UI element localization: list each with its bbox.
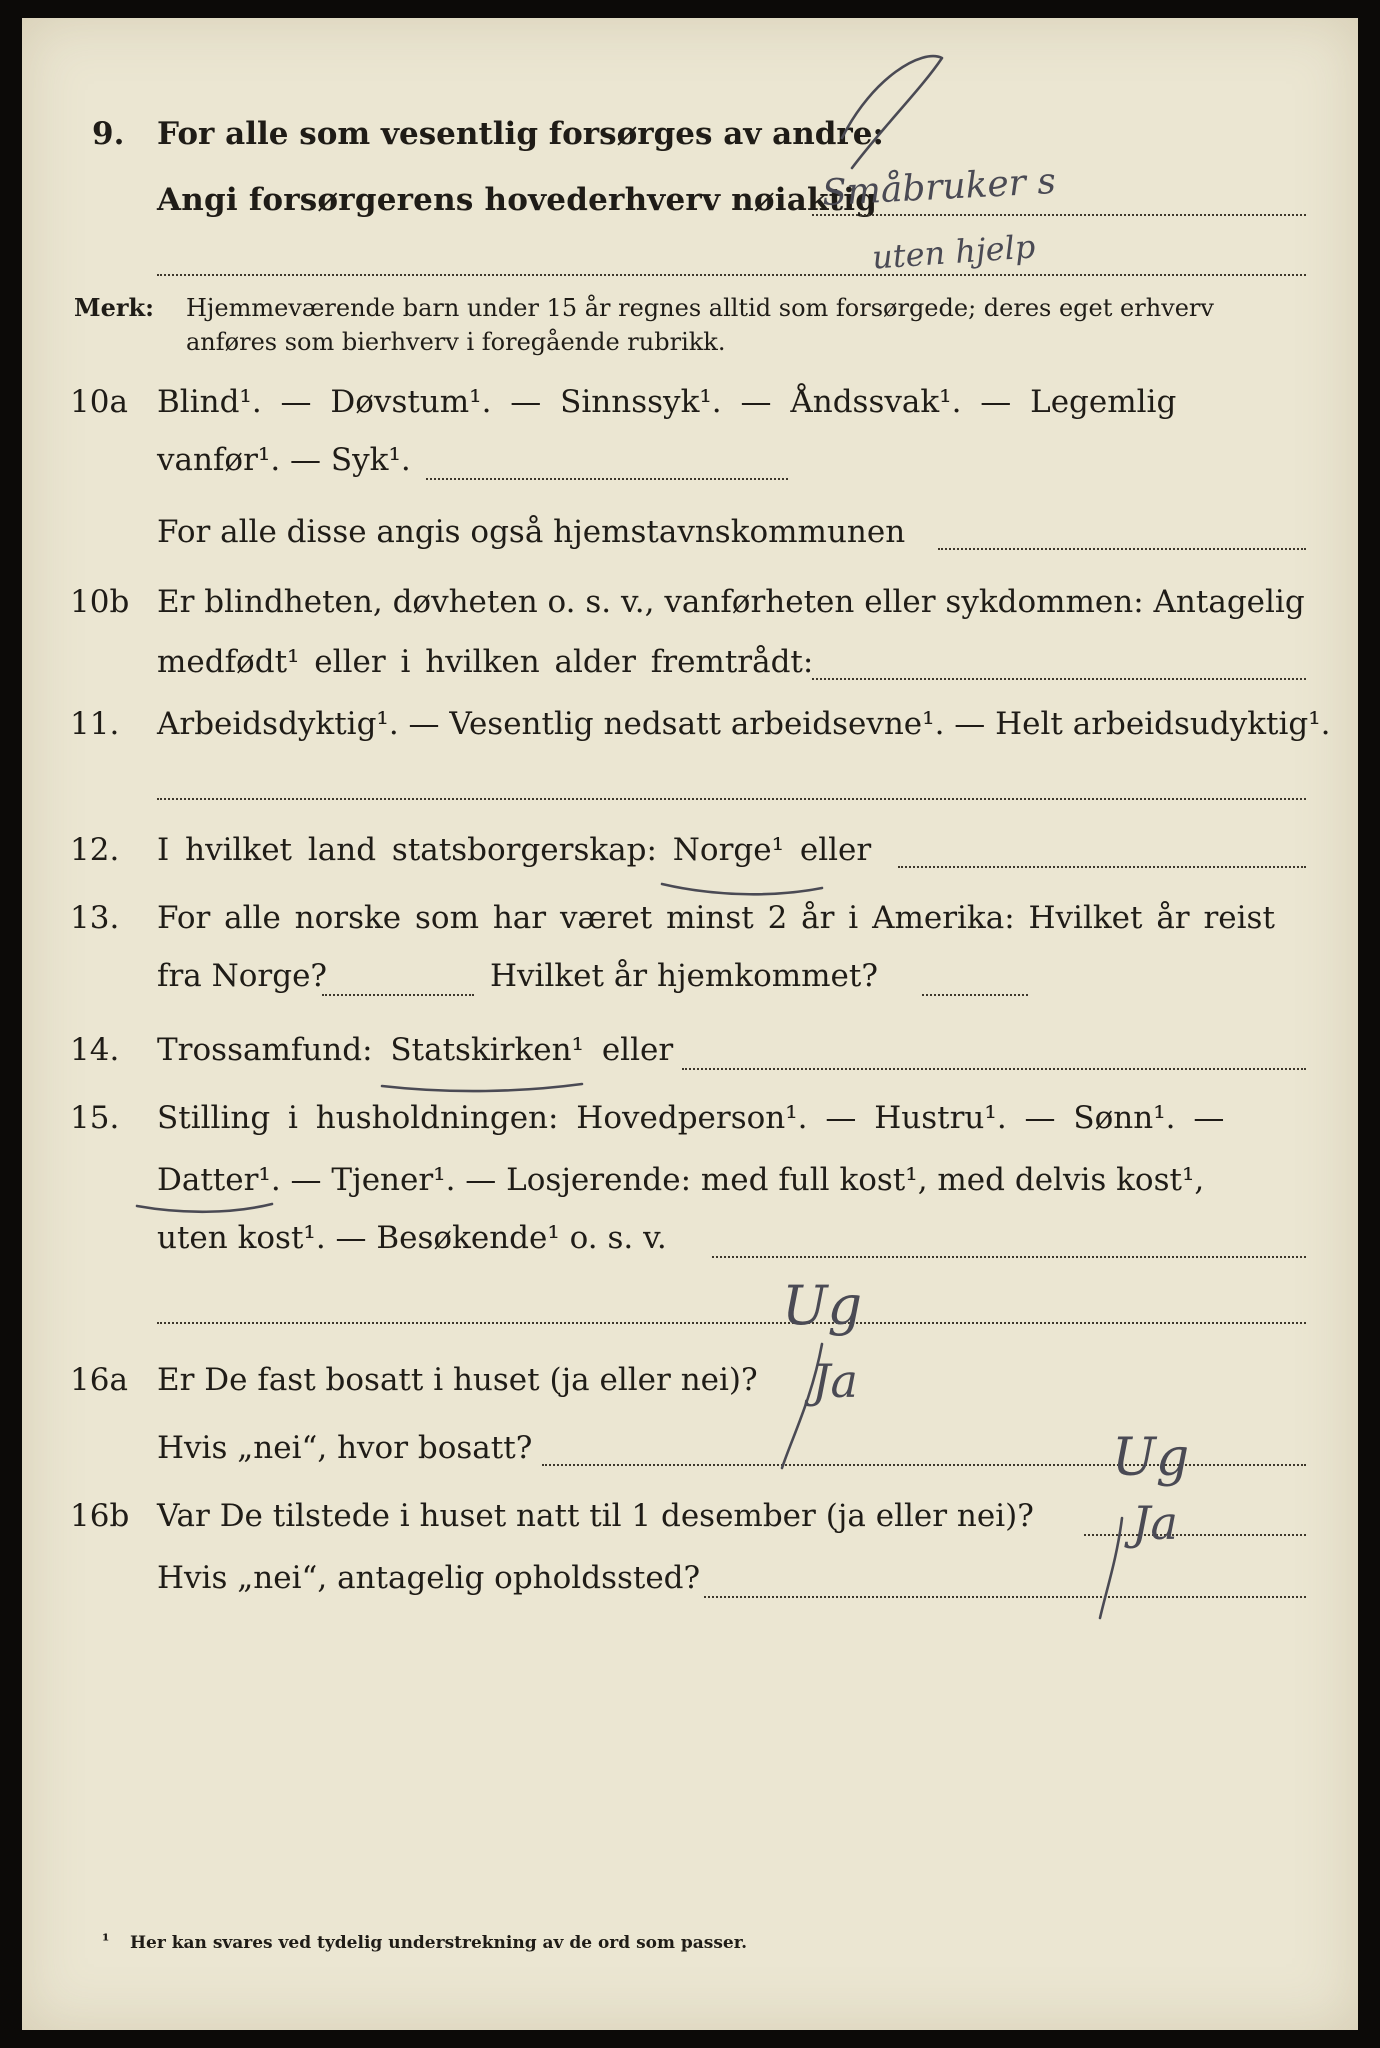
question-15-line-3: uten kost¹. — Besøkende¹ o. s. v. xyxy=(157,1220,667,1256)
question-16b-location-line xyxy=(704,1596,1306,1598)
question-11-line-1: Arbeidsdyktig¹. — Vesentlig nedsatt arbeidsevne¹. — Helt arbeidsudyktig¹. xyxy=(157,706,1331,742)
question-9-handwritten-answer-1: Småbruker s xyxy=(821,160,1057,215)
question-16a-line-2: Hvis „nei“, hvor bosatt? xyxy=(157,1430,533,1466)
census-form-page xyxy=(22,18,1358,2030)
question-14-number: 14. xyxy=(70,1032,120,1068)
question-13-line-2a: fra Norge? xyxy=(157,958,328,994)
question-13-line-2b: Hvilket år hjemkommet? xyxy=(490,958,878,994)
question-9-answer-line xyxy=(812,214,1306,216)
footnote-marker: ¹ xyxy=(102,1931,110,1951)
question-9-line-2: Angi forsørgerens hovederhverv nøiaktig xyxy=(157,182,878,218)
question-10b-number: 10b xyxy=(70,584,130,620)
question-13-returned-line xyxy=(922,994,1028,996)
question-16b-number: 16b xyxy=(70,1498,130,1534)
question-15-answer-line-2 xyxy=(157,1322,1306,1324)
question-14-line-1: Trossamfund: Statskirken¹ eller xyxy=(157,1032,674,1068)
question-16b-line-2: Hvis „nei“, antagelig opholdssted? xyxy=(157,1560,701,1596)
question-16b-tall-stroke xyxy=(1100,1518,1122,1618)
question-10a-answer-line xyxy=(426,478,788,480)
note-line-1: Hjemmeværende barn under 15 år regnes alltid som forsørgede; deres eget erhverv xyxy=(186,294,1214,322)
question-16a-line-1: Er De fast bosatt i huset (ja eller nei)? xyxy=(157,1362,758,1398)
question-16b-handwritten-answer: Ja xyxy=(1132,1496,1178,1550)
question-11-number: 11. xyxy=(70,706,120,742)
question-16b-handwritten-mark: Ug xyxy=(1112,1428,1190,1488)
question-10a-line-3: For alle disse angis også hjemstavnskommunen xyxy=(157,514,906,550)
question-9-number: 9. xyxy=(92,116,125,152)
question-13-number: 13. xyxy=(70,900,120,936)
question-15-number: 15. xyxy=(70,1100,120,1136)
question-9-line-1: For alle som vesentlig forsørges av andre: xyxy=(157,116,884,152)
question-11-answer-line xyxy=(157,798,1306,800)
norge-underline-stroke xyxy=(662,884,822,894)
question-15-handwritten-answer: Ug xyxy=(782,1274,863,1337)
question-9-handwritten-answer-2: uten hjelp xyxy=(870,227,1037,277)
question-15-line-1: Stilling i husholdningen: Hovedperson¹. — Hustru¹. — Sønn¹. — xyxy=(157,1100,1225,1136)
note-line-2: anføres som bierhverv i foregående rubrikk. xyxy=(186,328,726,356)
question-13-emigrated-line xyxy=(322,994,474,996)
question-10a-hometown-line xyxy=(938,548,1306,550)
question-12-answer-line xyxy=(898,866,1306,868)
question-16a-number: 16a xyxy=(70,1362,128,1398)
footnote-text: Her kan svares ved tydelig understrekning av de ord som passer. xyxy=(130,1933,748,1953)
question-13-line-1: For alle norske som har været minst 2 år i Amerika: Hvilket år reist xyxy=(157,900,1275,936)
question-10b-answer-line xyxy=(812,678,1306,680)
datter-underline-stroke xyxy=(137,1204,272,1212)
statskirken-underline-stroke xyxy=(382,1084,582,1091)
question-16a-residence-line xyxy=(542,1464,1306,1466)
question-15-answer-line xyxy=(712,1256,1306,1258)
note-label: Merk: xyxy=(74,293,154,322)
question-10b-line-1: Er blindheten, døvheten o. s. v., vanførheten eller sykdommen: Antagelig xyxy=(157,584,1305,620)
question-16a-handwritten-answer: Ja xyxy=(812,1354,858,1408)
question-10a-line-2: vanfør¹. — Syk¹. xyxy=(157,442,411,478)
question-10b-line-2: medfødt¹ eller i hvilken alder fremtrådt: xyxy=(157,644,814,680)
question-16b-line-1: Var De tilstede i huset natt til 1 desember (ja eller nei)? xyxy=(157,1498,1034,1534)
question-16b-answer-line xyxy=(1084,1534,1306,1536)
question-12-number: 12. xyxy=(70,832,120,868)
question-15-line-2: Datter¹. — Tjener¹. — Losjerende: med full kost¹, med delvis kost¹, xyxy=(157,1162,1205,1198)
question-9-answer-line-2 xyxy=(157,274,1306,276)
question-10a-number: 10a xyxy=(70,384,128,420)
question-10a-line-1: Blind¹. — Døvstum¹. — Sinnssyk¹. — Åndssvak¹. — Legemlig xyxy=(157,384,1177,420)
question-14-answer-line xyxy=(682,1068,1306,1070)
question-12-line-1: I hvilket land statsborgerskap: Norge¹ eller xyxy=(157,832,872,868)
